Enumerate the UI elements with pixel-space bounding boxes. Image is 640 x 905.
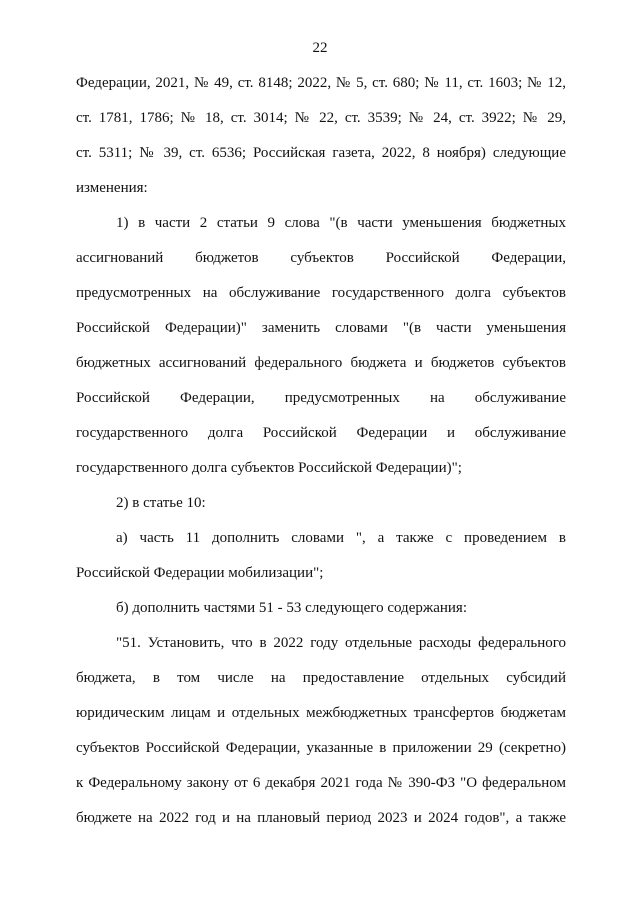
text-line: ст. 5311; № 39, ст. 6536; Российская газета, 2022, 8 ноября) следующие	[76, 145, 566, 161]
text-line: бюджета, в том числе на предоставление отдельных субсидий	[76, 670, 566, 686]
text-line: юридическим лицам и отдельных межбюджетных трансфертов бюджетам	[76, 705, 566, 721]
text-line: государственного долга Российской Федерации и обслуживание	[76, 425, 566, 441]
text-line: Федерации, 2021, № 49, ст. 8148; 2022, № 5, ст. 680; № 11, ст. 1603; № 12,	[76, 75, 566, 91]
text-line: а) часть 11 дополнить словами ", а также с проведением в	[116, 530, 566, 546]
text-line: Российской Федерации, предусмотренных на обслуживание	[76, 390, 566, 406]
text-line: бюджетных ассигнований федерального бюджета и бюджетов субъектов	[76, 355, 566, 371]
text-line: изменения:	[76, 180, 148, 196]
text-line: 2) в статье 10:	[116, 495, 206, 511]
text-line: Российской Федерации мобилизации";	[76, 565, 324, 581]
page-number: 22	[312, 40, 328, 56]
text-line: субъектов Российской Федерации, указанные в приложении 29 (секретно)	[76, 740, 566, 756]
text-line: б) дополнить частями 51 - 53 следующего содержания:	[116, 600, 467, 616]
text-line: к Федеральному закону от 6 декабря 2021 года № 390-ФЗ "О федеральном	[76, 775, 566, 791]
text-line: Российской Федерации)" заменить словами "(в части уменьшения	[76, 320, 566, 336]
text-line: ст. 1781, 1786; № 18, ст. 3014; № 22, ст. 3539; № 24, ст. 3922; № 29,	[76, 110, 566, 126]
text-line: "51. Установить, что в 2022 году отдельные расходы федерального	[116, 635, 566, 651]
text-line: государственного долга субъектов Российской Федерации)";	[76, 460, 462, 476]
text-line: предусмотренных на обслуживание государственного долга субъектов	[76, 285, 566, 301]
text-line: 1) в части 2 статьи 9 слова "(в части уменьшения бюджетных	[116, 215, 566, 231]
text-line: ассигнований бюджетов субъектов Российской Федерации,	[76, 250, 566, 266]
text-line: бюджете на 2022 год и на плановый период 2023 и 2024 годов", а также	[76, 810, 566, 826]
